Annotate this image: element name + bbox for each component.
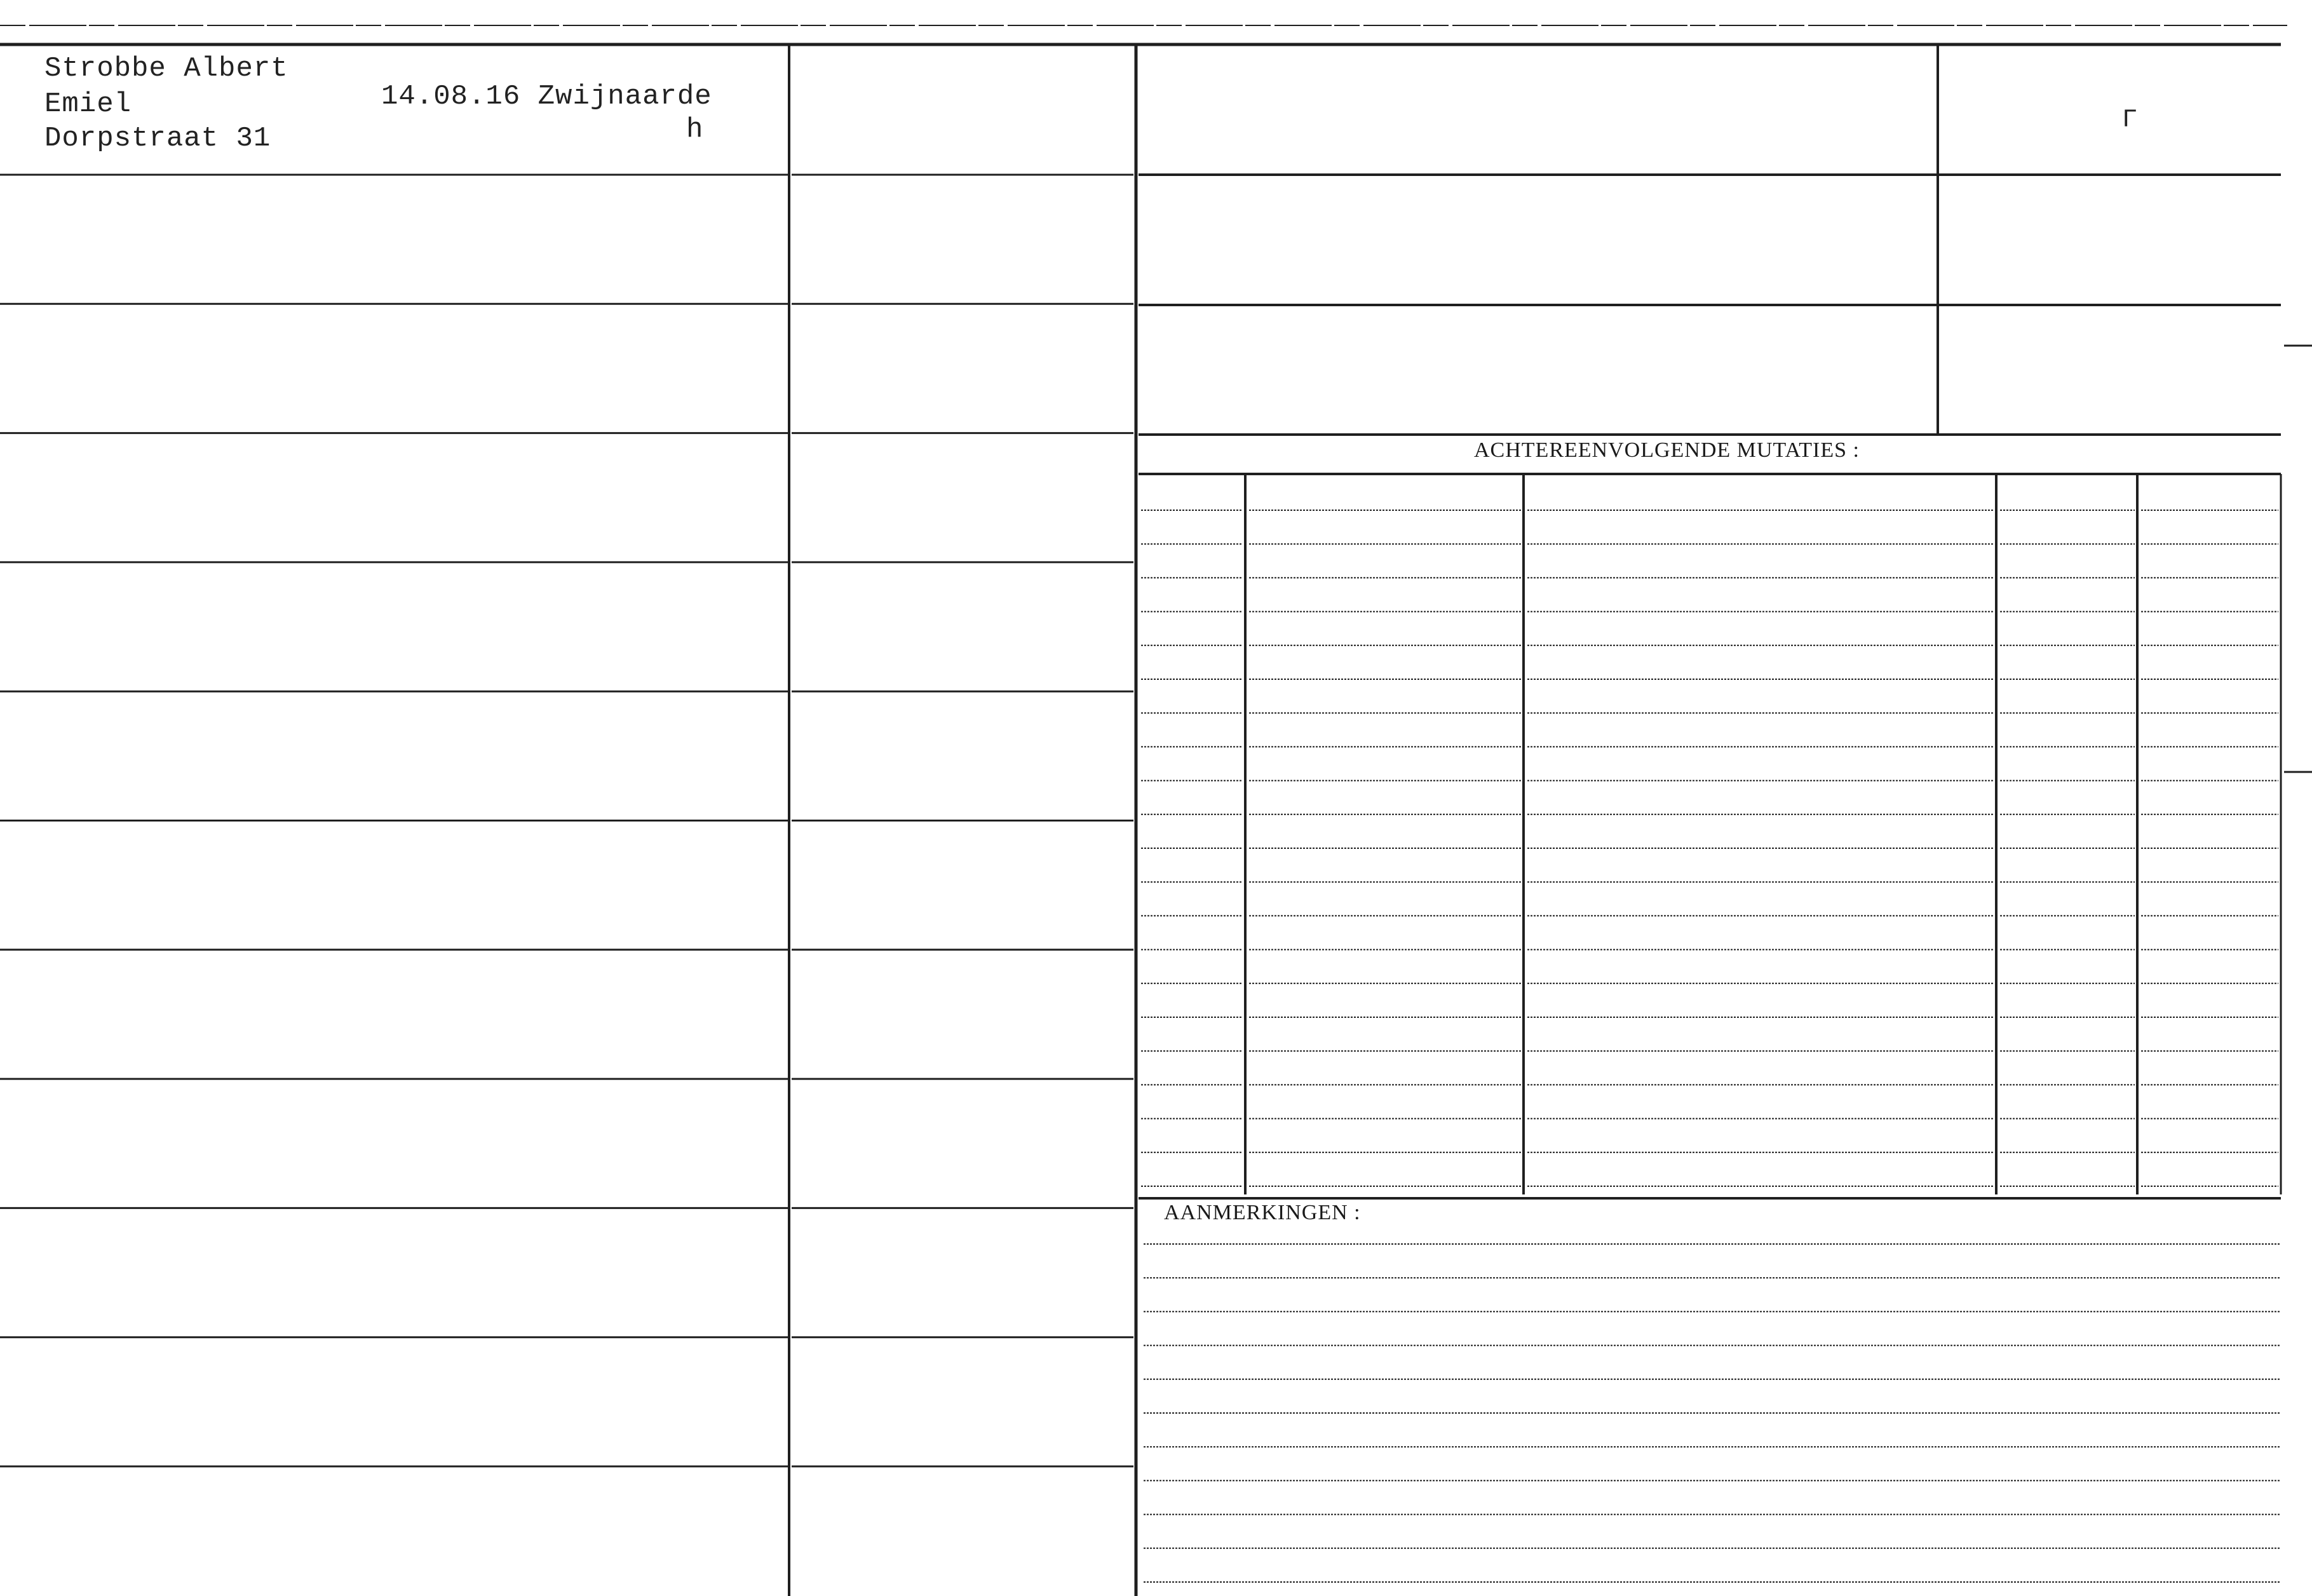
address: Dorpstraat 31: [44, 123, 271, 154]
name-line-1: Strobbe Albert: [44, 53, 288, 85]
mutations-title: ACHTEREENVOLGENDE MUTATIES :: [1474, 438, 1860, 462]
remarks-title: AANMERKINGEN :: [1164, 1201, 1361, 1224]
mark-h: h: [686, 114, 704, 145]
mark-right: Γ: [2122, 106, 2139, 135]
name-line-2: Emiel: [44, 88, 132, 120]
birth-info: 14.08.16 Zwijnaarde: [381, 81, 712, 112]
